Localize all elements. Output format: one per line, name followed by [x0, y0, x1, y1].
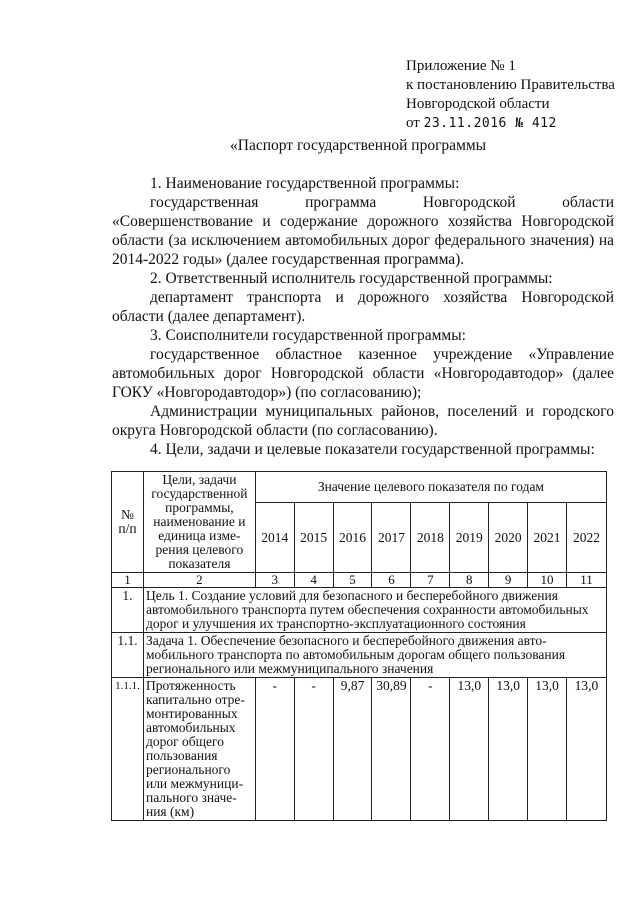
col-number: 11	[566, 573, 606, 588]
section-text-2: департамент транспорта и дорожного хозяйства Новгородской области (далее департамент).	[112, 289, 614, 325]
goals-table	[111, 471, 607, 821]
indicator-value-2015: -	[294, 678, 333, 821]
indicator-value-2017: 30,89	[372, 678, 411, 821]
indicator-value-2016: 9,87	[333, 678, 372, 821]
table-row-indicator	[112, 678, 607, 821]
appendix-date-prefix: от	[406, 115, 420, 131]
document-body	[112, 174, 614, 459]
year-2021: 2021	[528, 503, 567, 573]
year-2019: 2019	[450, 503, 489, 573]
col-number: 2	[143, 573, 255, 588]
year-2016: 2016	[333, 503, 372, 573]
year-2014: 2014	[255, 503, 294, 573]
appendix-line-2: к постановлению Правительства	[406, 77, 615, 93]
page-title: «Паспорт государственной программы	[230, 137, 487, 154]
appendix-line-4	[406, 114, 615, 133]
year-2017: 2017	[372, 503, 411, 573]
indicator-value-2019: 13,0	[450, 678, 489, 821]
table-header-row-1	[112, 472, 607, 503]
indicator-value-2020: 13,0	[489, 678, 528, 821]
col-number: 1	[112, 573, 144, 588]
row-number: 1.	[112, 588, 144, 633]
section-heading-2: 2. Ответственный исполнитель государственной программы:	[150, 270, 553, 287]
col-number: 10	[528, 573, 567, 588]
year-2022: 2022	[566, 503, 606, 573]
year-2020: 2020	[489, 503, 528, 573]
appendix-date: 23.11.2016 № 412	[423, 116, 557, 131]
table-row-task-1	[112, 633, 607, 678]
appendix-block	[406, 57, 615, 133]
row-number: 1.1.1.	[112, 678, 144, 821]
col-number: 7	[411, 573, 450, 588]
row-number: 1.1.	[112, 633, 144, 678]
indicator-value-2022: 13,0	[566, 678, 606, 821]
col-number: 6	[372, 573, 411, 588]
appendix-line-3: Новгородской области	[406, 96, 550, 112]
task-text: Задача 1. Обеспечение безопасного и бесперебойного движения авто-мобильного транспорта по автомобильным дорогам общего пользования регионального или межмуниципального значения	[143, 633, 606, 678]
section-text-3a: государственное областное казенное учреждение «Управление автомобильных дорог Новгородской области «Новгородавтодор» (далее ГОКУ «Новгородавтодор») (по согласованию);	[112, 346, 614, 401]
section-heading-3: 3. Соисполнители государственной программы:	[150, 327, 466, 344]
appendix-line-1: Приложение № 1	[406, 58, 516, 74]
header-values: Значение целевого показателя по годам	[255, 472, 606, 503]
col-number: 8	[450, 573, 489, 588]
header-goals: Цели, задачи государственной программы, наименование и единица изме-рения целевого показателя	[143, 472, 255, 573]
col-number: 9	[489, 573, 528, 588]
indicator-value-2018: -	[411, 678, 450, 821]
indicator-value-2014: -	[255, 678, 294, 821]
year-2018: 2018	[411, 503, 450, 573]
col-number: 5	[333, 573, 372, 588]
indicator-name: Протяженность капитально отре-монтированных автомобильных дорог общего пользования регионального или межмуници-пального значе-ния (км)	[143, 678, 255, 821]
table-row-goal-1	[112, 588, 607, 633]
header-no: № п/п	[112, 472, 144, 573]
column-number-row	[112, 573, 607, 588]
section-heading-4: 4. Цели, задачи и целевые показатели государственной программы:	[150, 441, 595, 458]
section-text-3b: Администрации муниципальных районов, поселений и городского округа Новгородской области (по согласованию).	[112, 403, 614, 439]
goal-text: Цель 1. Создание условий для безопасного и бесперебойного движения автомобильного транспорта путем обеспечения сохранности автомобильных дорог и улучшения их транспортно-эксплуатационного состояния	[143, 588, 606, 633]
section-text-1: государственная программа Новгородской области «Совершенствование и содержание дорожного хозяйства Новгородской области (за исключением автомобильных дорог федерального значения) на 2014-2022 годы» (далее государственная программа).	[112, 194, 614, 268]
col-number: 3	[255, 573, 294, 588]
year-2015: 2015	[294, 503, 333, 573]
section-heading-1: 1. Наименование государственной программы:	[150, 175, 460, 192]
col-number: 4	[294, 573, 333, 588]
indicator-value-2021: 13,0	[528, 678, 567, 821]
